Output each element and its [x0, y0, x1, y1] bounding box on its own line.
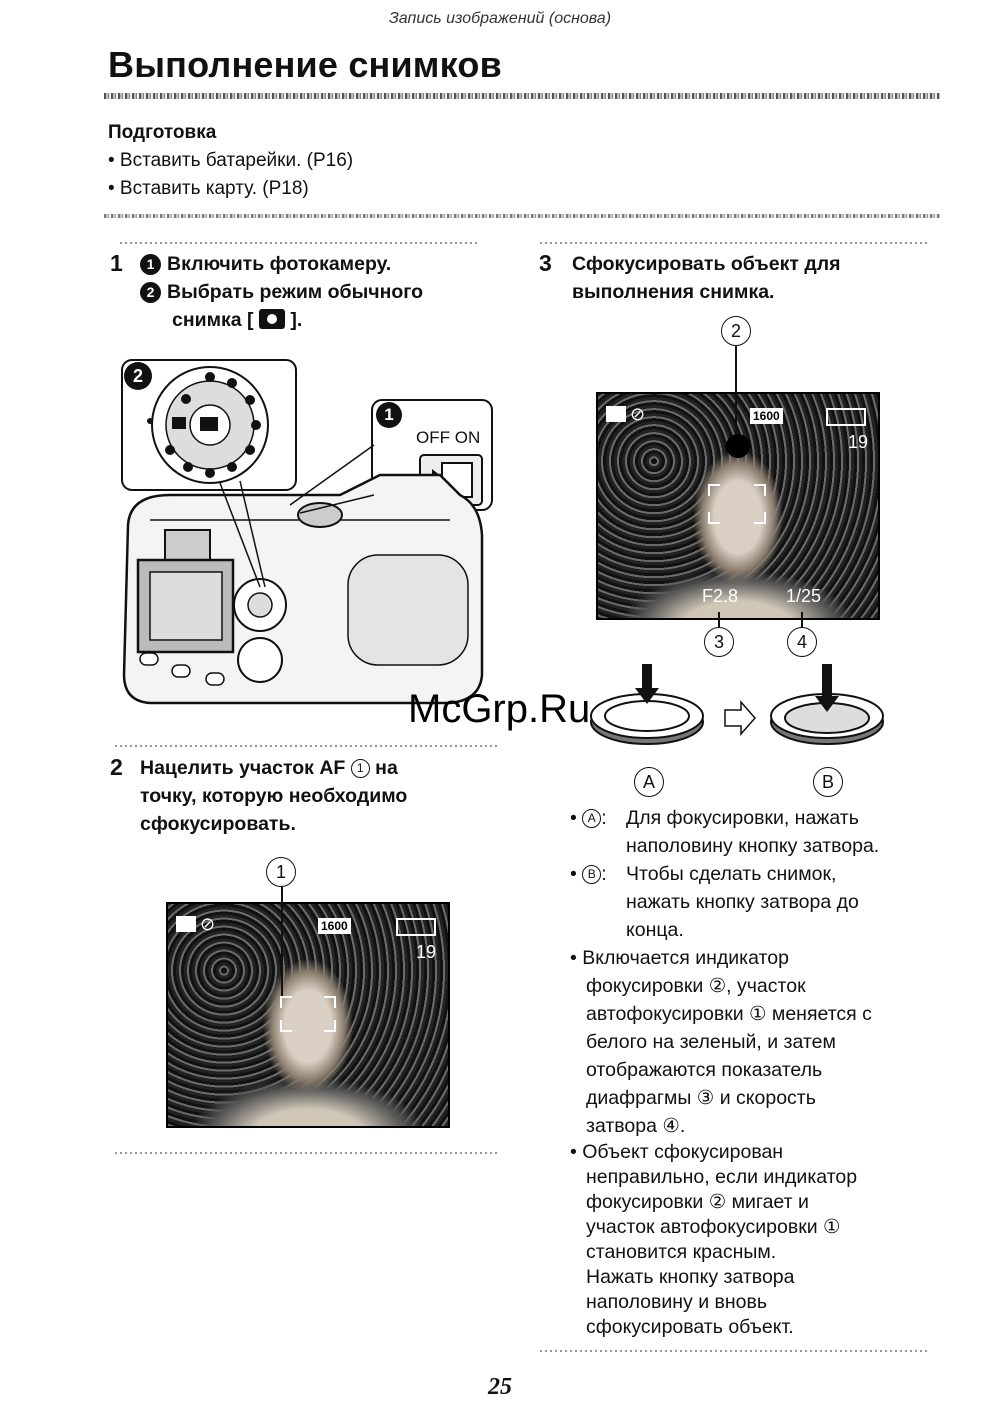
iso-indicator: 1600 [750, 408, 783, 424]
battery-icon [396, 918, 436, 936]
step2-line-1: Нацелить участок AF 1 на [140, 757, 398, 779]
callout-line [735, 345, 737, 435]
divider [540, 1350, 930, 1352]
dial-marker: 2 [124, 362, 158, 390]
bullet-full-press-line: Чтобы сделать снимок, [626, 863, 837, 885]
step3-line-1: Сфокусировать объект для [572, 253, 841, 275]
step2-line-3: сфокусировать. [140, 813, 296, 835]
shutter-speed: 1/25 [786, 586, 822, 606]
battery-icon [826, 408, 866, 426]
bullet-full-press-line: нажать кнопку затвора до [626, 891, 859, 913]
bullet-half-press-line: Для фокусировки, нажать [626, 807, 859, 829]
af-frame [280, 996, 336, 1032]
divider [120, 242, 480, 244]
callout-af-area: 1 [266, 857, 296, 887]
bullet-full-press: • B : [570, 863, 607, 885]
camera-mode-icon [259, 309, 285, 329]
switch-label: OFF ON [416, 428, 481, 447]
prep-item: • Вставить батарейки. (P16) [108, 150, 354, 171]
bullet-full-press-line: конца. [626, 919, 684, 941]
bullet-half-press: • A : [570, 807, 607, 829]
camera-illustration [110, 355, 520, 725]
callout-line [281, 886, 283, 996]
camera-mode-icon [176, 916, 196, 932]
shutter-button-diagram [585, 662, 895, 762]
prep-item: • Вставить карту. (P18) [108, 178, 309, 199]
step-number: 3 [539, 250, 552, 276]
divider [115, 1152, 500, 1154]
label-half-press: A [634, 767, 664, 797]
step3-line-2: выполнения снимка. [572, 281, 775, 303]
para-focus-fail: • Объект сфокусирован неправильно, если индикатор фокусировки ② мигает и участок автофокусировки ① становится красным. Нажать кнопку затвора наполовину и вновь сфокусировать объект. [570, 1141, 858, 1338]
step1-line-a: 1 Включить фотокамеру. [140, 250, 391, 278]
label-full-press: B [813, 767, 843, 797]
aperture-value: F2.8 [702, 586, 739, 606]
page-number: 25 [488, 1374, 512, 1400]
step-marker-1: 1 [140, 254, 161, 275]
shots-remaining: 19 [416, 942, 437, 962]
focus-indicator [726, 434, 750, 458]
divider [115, 745, 500, 747]
prep-heading: Подготовка [108, 122, 217, 143]
flash-icon: ⊘ [200, 914, 216, 934]
flash-icon: ⊘ [630, 404, 646, 424]
step1-line-b: 2 Выбрать режим обычного [140, 278, 423, 306]
callout-line [801, 612, 803, 628]
shots-remaining: 19 [848, 432, 869, 452]
callout-line [718, 612, 720, 628]
para-focus-on: • Включается индикатор фокусировки ②, участок автофокусировки ① меняется с белого на зеленый, и затем отображаются показатель диафрагмы ③ и скорость затвора ④. [570, 947, 872, 1137]
camera-mode-icon [606, 406, 626, 422]
lcd-focused [596, 392, 880, 620]
iso-indicator: 1600 [318, 918, 351, 934]
step-marker-2: 2 [140, 282, 161, 303]
bullet-half-press-line: наполовину кнопку затвора. [626, 835, 880, 857]
callout-shutter: 4 [787, 627, 817, 657]
prep-rule [104, 214, 940, 218]
af-frame [708, 484, 766, 524]
callout-aperture: 3 [704, 627, 734, 657]
step2-line-2: точку, которую необходимо [140, 785, 408, 807]
lcd-preview [166, 902, 450, 1128]
title-rule [104, 93, 940, 99]
divider [540, 242, 930, 244]
callout-focus-indicator: 2 [721, 316, 751, 346]
watermark: McGrp.Ru [408, 687, 591, 731]
callout-ref: 1 [351, 759, 370, 778]
page-title: Выполнение снимков [108, 44, 502, 85]
step-number: 2 [110, 754, 123, 780]
step1-line-b2: снимка [ ]. [172, 309, 303, 331]
running-header: Запись изображений (основа) [388, 10, 612, 27]
step-number: 1 [110, 250, 123, 276]
switch-marker: 1 [376, 402, 408, 428]
